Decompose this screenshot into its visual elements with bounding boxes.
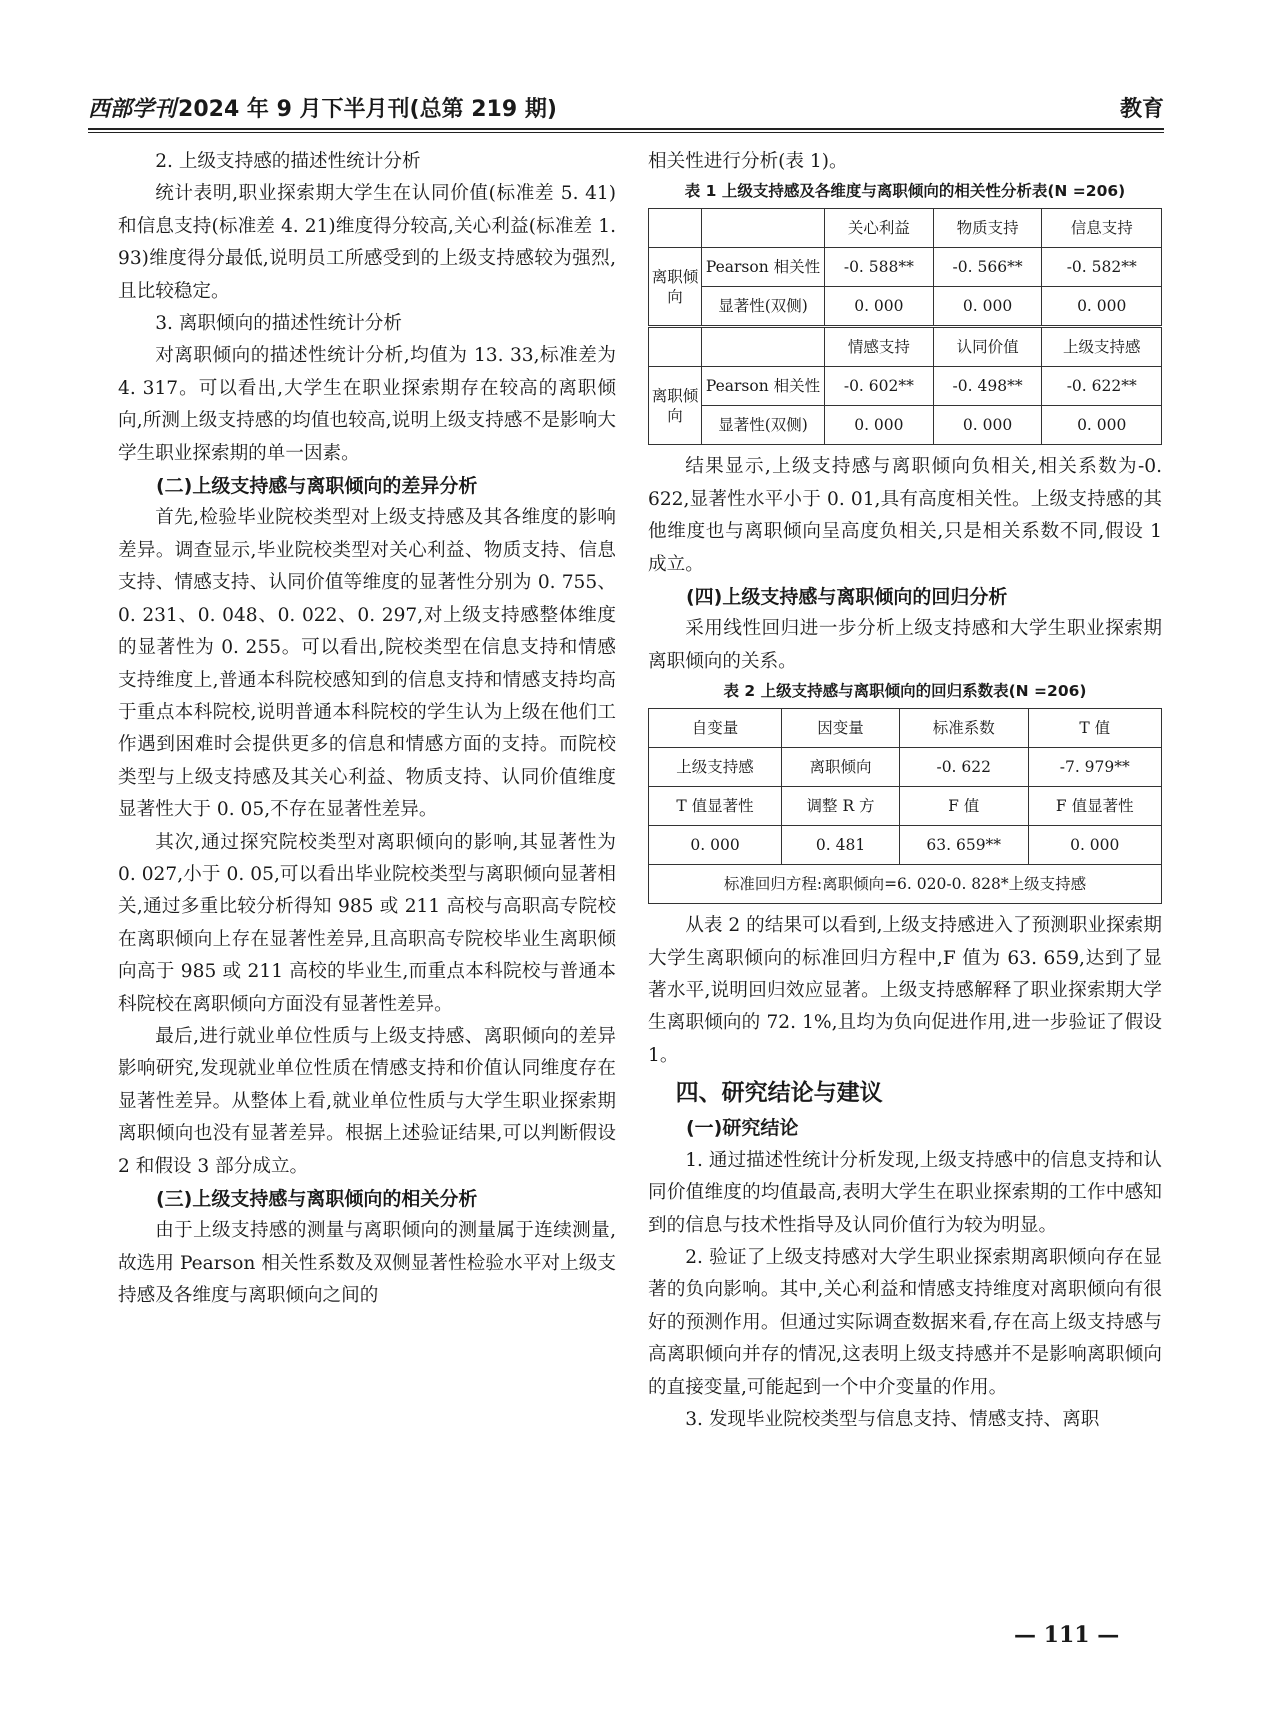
table-header: 物质支持 — [933, 209, 1042, 248]
subheading-3: 3. 离职倾向的描述性统计分析 — [155, 313, 402, 335]
table-cell: 0. 000 — [649, 826, 782, 865]
table-cell: 0. 000 — [933, 287, 1042, 327]
table-cell: 0. 000 — [1042, 406, 1162, 445]
table-header: 信息支持 — [1042, 209, 1162, 248]
section-heading: (一)研究结论 — [686, 1117, 799, 1140]
section-label: 教育 — [1119, 97, 1164, 122]
table2-caption: 表 2 上级支持感与离职倾向的回归系数表(N =206) — [723, 682, 1087, 701]
paragraph: 3. 发现毕业院校类型与信息支持、情感支持、离职 — [685, 1408, 1100, 1430]
table-cell: 0. 000 — [1028, 826, 1162, 865]
paragraph: 由于上级支持感的测量与离职倾向的测量属于连续测量,故选用 Pearson 相关性系数及双侧显著性检验水平对上级支持感及各维度与离职倾向之间的 — [118, 1220, 616, 1307]
table-header: 调整 R 方 — [782, 787, 900, 826]
table-header-row — [649, 787, 1162, 826]
journal-logo: 西部学刊 — [88, 96, 177, 122]
row-label: 显著性(双侧) — [702, 287, 825, 327]
table-row — [649, 287, 1162, 327]
table-cell: 0. 000 — [825, 406, 934, 445]
row-group-label: 离职倾向 — [649, 248, 702, 327]
table-cell: 离职倾向 — [782, 748, 900, 787]
paragraph: 首先,检验毕业院校类型对上级支持感及其各维度的影响差异。调查显示,毕业院校类型对关心利益、物质支持、信息支持、情感支持、认同价值等维度的显著性分别为 0. 755、0. 231、0. 048、0. 022、0. 297,对上级支持感整体维度的显著性为 0. 255。可以看出,院校类型在信息支持和情感支持维度上,普通本科院校感知到的信息支持和情感支持均高于重点本科院校,说明普通本科院校的学生认为上级在他们工作遇到困难时会提供更多的信息和情感方面的支持。而院校类型与上级支持感及其关心利益、物质支持、认同价值维度显著性大于 0. 05,不存在显著性差异。 — [118, 507, 616, 821]
table-header: T 值 — [1028, 709, 1162, 748]
table-header: F 值 — [899, 787, 1028, 826]
paragraph: 对离职倾向的描述性统计分析,均值为 13. 33,标准差为 4. 317。可以看出,大学生在职业探索期存在较高的离职倾向,所测上级支持感的均值也较高,说明上级支持感不是影响大学生职业探索期的单一因素。 — [118, 345, 616, 464]
table-header: 认同价值 — [933, 327, 1042, 367]
table-cell: 上级支持感 — [649, 748, 782, 787]
table-header-row — [649, 709, 1162, 748]
table-row — [649, 367, 1162, 406]
row-group-label: 离职倾向 — [649, 367, 702, 445]
table-cell: -0. 566** — [933, 248, 1042, 287]
table-header: 标准系数 — [899, 709, 1028, 748]
section-heading: (二)上级支持感与离职倾向的差异分析 — [156, 475, 478, 498]
table-cell: -0. 622 — [899, 748, 1028, 787]
table-header: 上级支持感 — [1042, 327, 1162, 367]
table-header: F 值显著性 — [1028, 787, 1162, 826]
table-row — [649, 748, 1162, 787]
table-header: 情感支持 — [825, 327, 934, 367]
table-header-row — [649, 209, 1162, 248]
table-cell: -0. 588** — [825, 248, 934, 287]
table-cell: -0. 622** — [1042, 367, 1162, 406]
row-label: Pearson 相关性 — [702, 367, 825, 406]
table-cell: 0. 000 — [825, 287, 934, 327]
paragraph: 2. 验证了上级支持感对大学生职业探索期离职倾向存在显著的负向影响。其中,关心利益和情感支持维度对离职倾向有很好的预测作用。但通过实际调查数据来看,存在高上级支持感与高离职倾向并存的情况,这表明上级支持感并不是影响离职倾向的直接变量,可能起到一个中介变量的作用。 — [648, 1246, 1162, 1398]
table-cell: 0. 000 — [1042, 287, 1162, 327]
table-cell: -0. 582** — [1042, 248, 1162, 287]
regression-equation: 标准回归方程:离职倾向=6. 020-0. 828*上级支持感 — [649, 865, 1162, 904]
row-label: 显著性(双侧) — [702, 406, 825, 445]
paragraph: 其次,通过探究院校类型对离职倾向的影响,其显著性为 0. 027,小于 0. 05,可以看出毕业院校类型与离职倾向显著相关,通过多重比较分析得知 985 或 211 高校与高职高专院校在离职倾向上存在显著性差异,且高职高专院校毕业生离职倾向高于 985 或 211 高校的毕业生,而重点本科院校与普通本科院校在离职倾向方面没有显著性差异。 — [118, 831, 616, 1015]
paragraph-continued: 相关性进行分析(表 1)。 — [648, 151, 848, 172]
table-header: T 值显著性 — [649, 787, 782, 826]
table-header: 自变量 — [649, 709, 782, 748]
header-rule-thin — [88, 132, 1164, 133]
table1-caption: 表 1 上级支持感及各维度与离职倾向的相关性分析表(N =206) — [684, 182, 1126, 201]
table-cell: -7. 979** — [1028, 748, 1162, 787]
table-cell: -0. 498** — [933, 367, 1042, 406]
table-cell: 63. 659** — [899, 826, 1028, 865]
table-cell: 0. 481 — [782, 826, 900, 865]
running-header — [88, 92, 1164, 126]
main-section-heading: 四、研究结论与建议 — [675, 1080, 883, 1107]
paragraph: 从表 2 的结果可以看到,上级支持感进入了预测职业探索期大学生离职倾向的标准回归方程中,F 值为 63. 659,达到了显著水平,说明回归效应显著。上级支持感解释了职业探索期大学生离职倾向的 72. 1%,且均为负向促进作用,进一步验证了假设 1。 — [648, 915, 1162, 1066]
table-header-row — [649, 327, 1162, 367]
table-cell: 0. 000 — [933, 406, 1042, 445]
table1 — [648, 208, 1162, 445]
paragraph: 最后,进行就业单位性质与上级支持感、离职倾向的差异影响研究,发现就业单位性质在情感支持和价值认同维度存在显著性差异。从整体上看,就业单位性质与大学生职业探索期离职倾向也没有显著差异。根据上述验证结果,可以判断假设 2 和假设 3 部分成立。 — [118, 1025, 616, 1177]
page-number: — 111 — — [1014, 1622, 1120, 1648]
section-heading: (三)上级支持感与离职倾向的相关分析 — [156, 1188, 478, 1210]
subheading-2: 2. 上级支持感的描述性统计分析 — [155, 151, 421, 172]
table2 — [648, 708, 1162, 904]
table-row — [649, 826, 1162, 865]
table-cell: -0. 602** — [825, 367, 934, 406]
table-row — [649, 248, 1162, 287]
paragraph: 采用线性回归进一步分析上级支持感和大学生职业探索期离职倾向的关系。 — [648, 618, 1162, 672]
header-rule — [88, 128, 1164, 130]
table-header: 关心利益 — [825, 209, 934, 248]
paragraph: 统计表明,职业探索期大学生在认同价值(标准差 5. 41)和信息支持(标准差 4. 21)维度得分较高,关心利益(标准差 1. 93)维度得分最低,说明员工所感受到的上级支持感较为强烈,且比较稳定。 — [118, 183, 616, 302]
left-column — [118, 146, 616, 1313]
right-column — [648, 146, 1162, 1436]
issue-text: 2024 年 9 月下半月刊(总第 219 期) — [178, 97, 557, 122]
table-header: 因变量 — [782, 709, 900, 748]
paragraph: 结果显示,上级支持感与离职倾向负相关,相关系数为-0. 622,显著性水平小于 0. 01,具有高度相关性。上级支持感的其他维度也与离职倾向呈高度负相关,只是相关系数不同,假设 1 成立。 — [648, 456, 1162, 575]
section-heading: (四)上级支持感与离职倾向的回归分析 — [686, 586, 1008, 609]
journal-issue — [88, 92, 557, 123]
row-label: Pearson 相关性 — [702, 248, 825, 287]
table-row — [649, 865, 1162, 904]
paragraph: 1. 通过描述性统计分析发现,上级支持感中的信息支持和认同价值维度的均值最高,表明大学生在职业探索期的工作中感知到的信息与技术性指导及认同价值行为较为明显。 — [648, 1149, 1162, 1236]
table-row — [649, 406, 1162, 445]
